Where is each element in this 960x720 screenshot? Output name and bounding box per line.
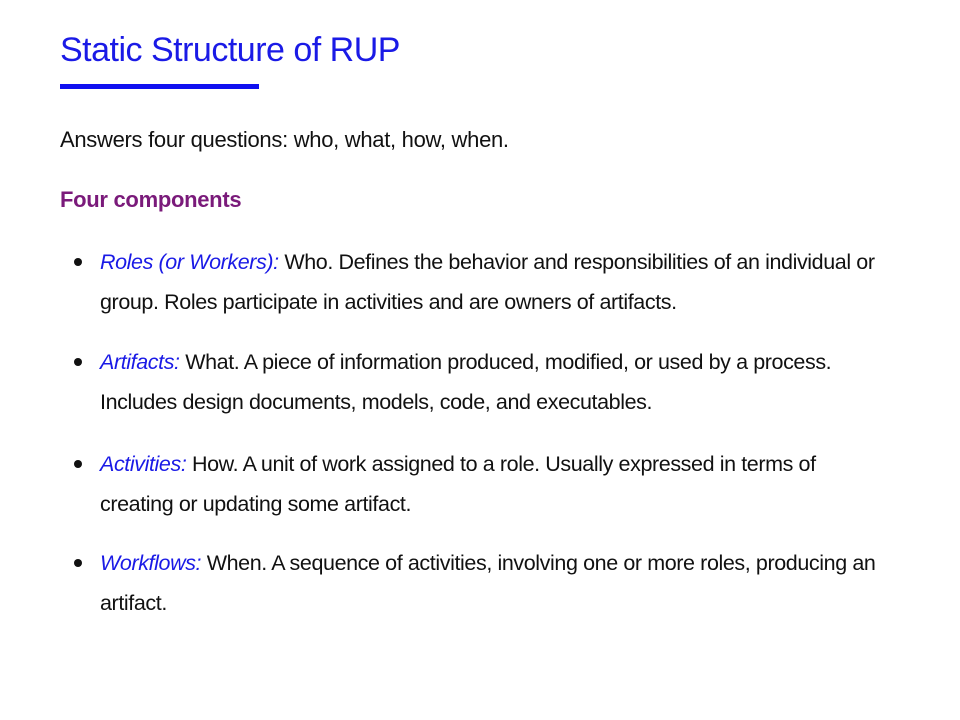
- intro-text: Answers four questions: who, what, how, when.: [60, 127, 509, 152]
- title-underline: [60, 84, 259, 89]
- term-artifacts: Artifacts:: [100, 350, 180, 374]
- list-item-roles: [100, 242, 880, 322]
- slide-title: Static Structure of RUP: [60, 31, 400, 69]
- term-workflows: Workflows:: [100, 551, 202, 575]
- definition-roles: Who. Defines the behavior and responsibilities of an individual or group. Roles participate in activities and are owners of artifacts.: [100, 250, 875, 314]
- definition-activities: How. A unit of work assigned to a role. Usually expressed in terms of creating or updating some artifact.: [100, 452, 816, 516]
- bullet-icon: [74, 460, 82, 468]
- list-item-artifacts: [100, 342, 880, 422]
- bullet-icon: [74, 358, 82, 366]
- term-activities: Activities:: [100, 452, 187, 476]
- section-heading: Four components: [60, 187, 242, 212]
- bullet-icon: [74, 559, 82, 567]
- term-roles: Roles (or Workers):: [100, 250, 279, 274]
- list-item-workflows: [100, 543, 880, 623]
- list-item-activities: [100, 444, 880, 524]
- definition-workflows: When. A sequence of activities, involving one or more roles, producing an artifact.: [100, 551, 876, 615]
- bullet-icon: [74, 258, 82, 266]
- definition-artifacts: What. A piece of information produced, modified, or used by a process. Includes design documents, models, code, and executables.: [100, 350, 832, 414]
